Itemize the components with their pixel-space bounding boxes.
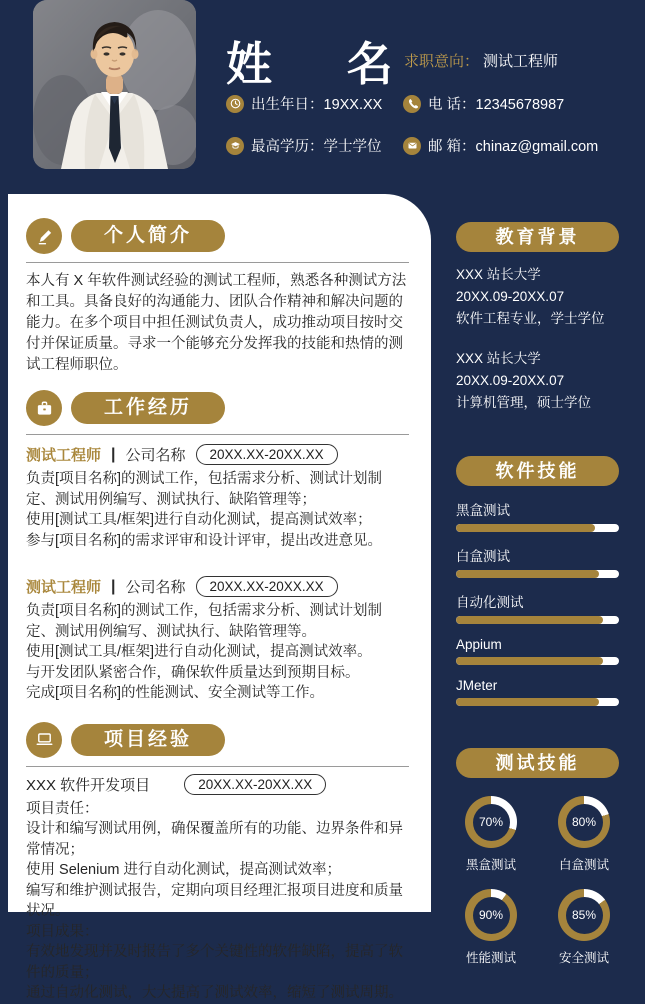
- sidebar: [456, 222, 619, 966]
- project-title-row: [26, 774, 409, 795]
- birth-text: 出生年日：19XX.XX: [251, 97, 383, 113]
- project-detail-line: 有效地发现并及时报告了多个关键性的软件缺陷，提高了软件的质量；: [26, 944, 403, 981]
- skill-ring-item: [549, 796, 619, 873]
- job-2-details: [26, 601, 409, 704]
- skill-ring-item: [456, 796, 526, 873]
- job-detail-line: 负责[项目名称]的测试工作，包括需求分析、测试计划制定、测试用例编写、测试执行、缺陷管理等。: [26, 603, 383, 640]
- education-title: 教育背景: [456, 222, 619, 252]
- education-entry: [456, 266, 619, 328]
- divider: [26, 434, 409, 435]
- progress-ring: [465, 889, 517, 941]
- section-project-header: [26, 722, 409, 758]
- job-period-badge: 20XX.XX-20XX.XX: [196, 444, 338, 465]
- skill-label: 自动化测试: [456, 595, 524, 610]
- job-intent: [404, 50, 558, 71]
- skill-bar-track: [456, 698, 619, 706]
- skill-label: 白盒测试: [456, 549, 510, 564]
- ring-percent: 70%: [473, 804, 510, 841]
- test-skills-section: [456, 748, 619, 966]
- test-skills-title: 测试技能: [456, 748, 619, 778]
- education-period: 20XX.09-20XX.07: [456, 373, 565, 388]
- degree-row: [226, 135, 382, 156]
- job-role: 测试工程师: [26, 447, 102, 464]
- main-content-panel: [8, 194, 431, 1001]
- education-entry: [456, 350, 619, 412]
- section-profile-header: [26, 218, 409, 254]
- section-work-header: [26, 390, 409, 426]
- ring-label: 白盒测试: [558, 858, 609, 872]
- software-skills-section: [456, 456, 619, 706]
- job-role: 测试工程师: [26, 579, 102, 596]
- project-detail-line: 项目责任：: [26, 800, 99, 817]
- test-skills-grid: [456, 796, 619, 966]
- skill-bar-item: [456, 545, 619, 578]
- project-details: [26, 799, 409, 1004]
- job-1-title-row: [26, 444, 409, 465]
- education-period: 20XX.09-20XX.07: [456, 289, 565, 304]
- skill-bar-item: [456, 637, 619, 665]
- degree-text: 最高学历：学士学位: [251, 139, 382, 155]
- ring-label: 性能测试: [465, 951, 516, 965]
- progress-ring: [558, 796, 610, 848]
- job-company: 公司名称: [125, 447, 186, 464]
- project-detail-line: 项目成果：: [26, 923, 99, 940]
- school-name: XXX 站长大学: [456, 351, 541, 366]
- job-period-badge: 20XX.XX-20XX.XX: [196, 576, 338, 597]
- job-detail-line: 使用[测试工具/框架]进行自动化测试，提高测试效率。: [26, 644, 372, 660]
- ring-percent: 90%: [473, 897, 510, 934]
- skill-label: 黑盒测试: [456, 503, 510, 518]
- education-degree: 软件工程专业，学士学位: [456, 311, 605, 326]
- job-detail-line: 完成[项目名称]的性能测试、安全测试等工作。: [26, 685, 325, 701]
- skill-bar-item: [456, 591, 619, 624]
- skill-bar-fill: [456, 698, 599, 706]
- email-text: 邮 箱：chinaz@gmail.com: [428, 139, 599, 155]
- separator: |: [111, 445, 116, 463]
- job-detail-line: 参与[项目名称]的需求评审和设计评审，提出改进意见。: [26, 532, 383, 549]
- section-project-title: 项目经验: [71, 724, 225, 756]
- progress-ring: [465, 796, 517, 848]
- pencil-icon: [26, 218, 62, 254]
- job-intent-value: 测试工程师: [483, 53, 559, 70]
- graduation-icon: [226, 137, 244, 155]
- skill-bar-track: [456, 657, 619, 665]
- skill-bar-fill: [456, 657, 603, 665]
- portrait-illustration: [33, 0, 196, 169]
- skill-bar-fill: [456, 570, 599, 578]
- software-skills-title: 软件技能: [456, 456, 619, 486]
- project-period-badge: 20XX.XX-20XX.XX: [184, 774, 326, 795]
- job-2-title-row: [26, 576, 409, 597]
- job-1-details: [26, 469, 409, 551]
- phone-icon: [403, 95, 421, 113]
- project-detail-line: 通过自动化测试，大大提高了测试效率，缩短了测试周期。: [26, 985, 403, 1001]
- skill-bar-track: [456, 570, 619, 578]
- skill-bar-track: [456, 524, 619, 532]
- job-detail-line: 负责[项目名称]的测试工作，包括需求分析、测试计划制定、测试用例编写、测试执行、缺陷管理等；: [26, 471, 383, 508]
- skill-label: Appium: [456, 637, 502, 652]
- phone-text: 电 话：12345678987: [428, 97, 565, 113]
- section-profile-title: 个人简介: [71, 220, 225, 252]
- phone-row: [403, 93, 564, 114]
- ring-percent: 85%: [566, 897, 603, 934]
- profile-photo: [33, 0, 196, 169]
- email-row: [403, 135, 598, 156]
- divider: [26, 766, 409, 767]
- project-detail-line: 使用 Selenium 进行自动化测试，提高测试效率；: [26, 862, 342, 878]
- skill-label: JMeter: [456, 678, 498, 693]
- skill-bar-item: [456, 499, 619, 532]
- school-name: XXX 站长大学: [456, 267, 541, 282]
- education-degree: 计算机管理，硕士学位: [456, 395, 591, 410]
- ring-percent: 80%: [566, 804, 603, 841]
- job-intent-label: 求职意向：: [404, 53, 480, 70]
- briefcase-icon: [26, 390, 62, 426]
- profile-text: 本人有 X 年软件测试经验的测试工程师，熟悉各种测试方法和工具。具备良好的沟通能力、团队合作精神和解决问题的能力。在多个项目中担任测试负责人，成功推动项目按时交付并保证质量。寻求一个能够充分发挥我的技能和热情的测试工程师职位。: [26, 273, 407, 373]
- ring-label: 安全测试: [558, 951, 609, 965]
- skill-bar-track: [456, 616, 619, 624]
- candidate-name: 姓 名: [226, 38, 397, 90]
- laptop-icon: [26, 722, 62, 758]
- birth-row: [226, 93, 382, 114]
- project-detail-line: 设计和编写测试用例，确保覆盖所有的功能、边界条件和异常情况；: [26, 821, 403, 858]
- skill-ring-item: [549, 889, 619, 966]
- skill-bar-fill: [456, 524, 595, 532]
- separator: |: [111, 577, 116, 595]
- project-name: XXX 软件开发项目: [26, 776, 151, 794]
- progress-ring: [558, 889, 610, 941]
- job-detail-line: 与开发团队紧密合作，确保软件质量达到预期目标。: [26, 664, 360, 681]
- skill-bar-item: [456, 678, 619, 706]
- project-detail-line: 编写和维护测试报告，定期向项目经理汇报项目进度和质量状况。: [26, 882, 403, 919]
- section-work-title: 工作经历: [71, 392, 225, 424]
- ring-label: 黑盒测试: [465, 858, 516, 872]
- clock-icon: [226, 95, 244, 113]
- job-company: 公司名称: [125, 579, 186, 596]
- skill-bar-fill: [456, 616, 603, 624]
- divider: [26, 262, 409, 263]
- skill-ring-item: [456, 889, 526, 966]
- mail-icon: [403, 137, 421, 155]
- job-detail-line: 使用[测试工具/框架]进行自动化测试，提高测试效率；: [26, 512, 372, 528]
